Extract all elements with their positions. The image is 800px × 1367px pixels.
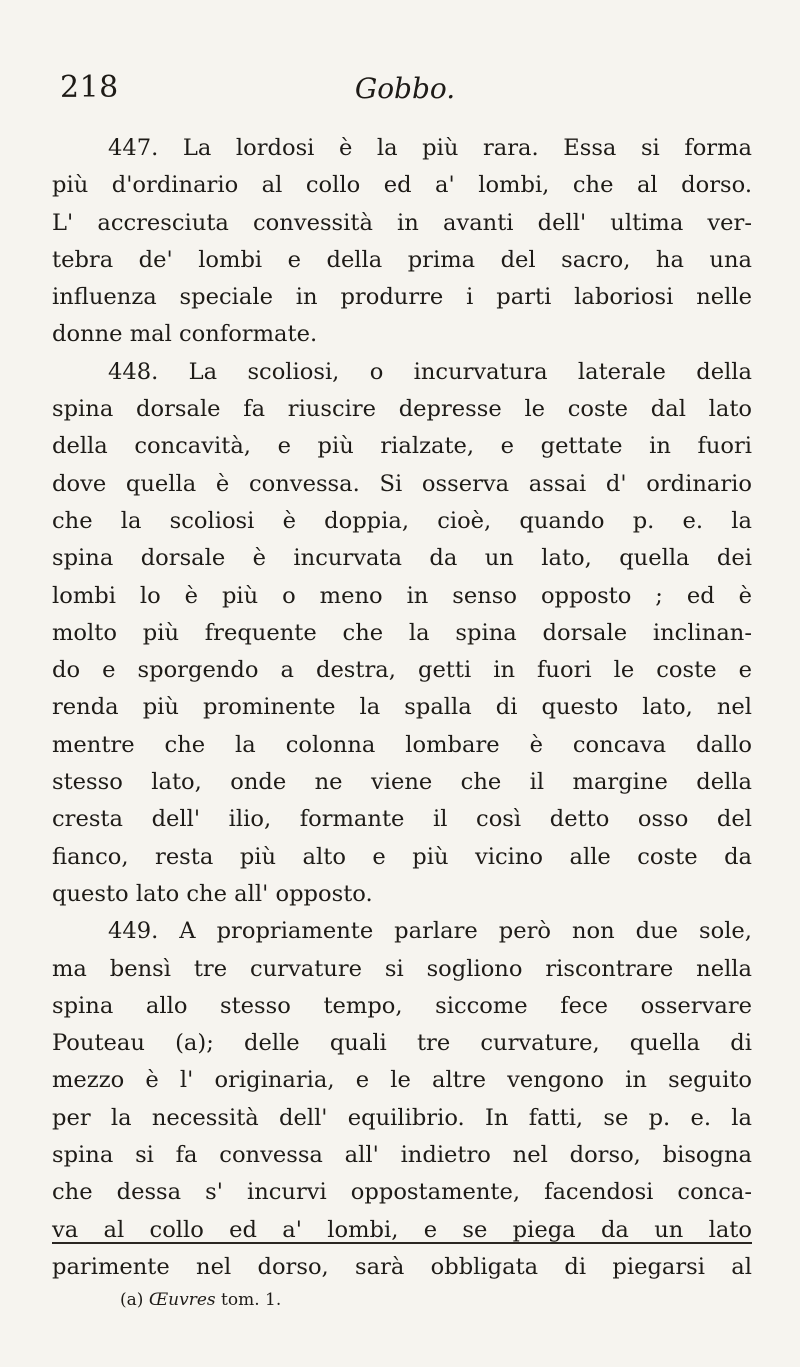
footnote-marker: (a) <box>120 1290 144 1310</box>
running-title: Gobbo. <box>354 72 456 105</box>
footnote-work-title: Œuvres <box>148 1290 216 1310</box>
text-line: spina allo stesso tempo, siccome fece osservare <box>52 992 752 1019</box>
footnote-reference: tom. 1. <box>221 1290 282 1310</box>
text-line: spina dorsale è incurvata da un lato, quella dei <box>52 545 752 572</box>
footnote <box>120 1290 281 1310</box>
text-line: influenza speciale in produrre i parti laboriosi nelle <box>52 284 752 311</box>
text-line: 449. A propriamente parlare però non due sole, <box>108 918 752 945</box>
text-line: L' accresciuta convessità in avanti dell' ultima ver- <box>52 209 752 236</box>
body-text <box>52 130 752 1286</box>
text-line: che la scoliosi è doppia, cioè, quando p. e. la <box>52 507 752 534</box>
text-line: va al collo ed a' lombi, e se piega da un lato <box>52 1216 752 1243</box>
text-line: tebra de' lombi e della prima del sacro, ha una <box>52 246 752 273</box>
text-line: della concavità, e più rialzate, e gettate in fuori <box>52 433 752 460</box>
text-line: spina si fa convessa all' indietro nel dorso, bisogna <box>52 1142 752 1169</box>
text-line: mentre che la colonna lombare è concava dallo <box>52 731 752 758</box>
text-line: cresta dell' ilio, formante il così detto osso del <box>52 806 752 833</box>
footnote-rule <box>52 1242 752 1244</box>
text-line: renda più prominente la spalla di questo lato, nel <box>52 694 752 721</box>
text-line: più d'ordinario al collo ed a' lombi, che al dorso. <box>52 172 752 199</box>
text-line: 448. La scoliosi, o incurvatura laterale della <box>108 358 752 385</box>
text-line: lombi lo è più o meno in senso opposto ; ed è <box>52 582 752 609</box>
text-line: mezzo è l' originaria, e le altre vengono in seguito <box>52 1067 752 1094</box>
text-line: dove quella è convessa. Si osserva assai d' ordinario <box>52 470 752 497</box>
text-line: fianco, resta più alto e più vicino alle coste da <box>52 843 752 870</box>
text-line: che dessa s' incurvi oppostamente, facendosi conca- <box>52 1179 752 1206</box>
text-line: stesso lato, onde ne viene che il margine della <box>52 769 752 796</box>
text-line: do e sporgendo a destra, getti in fuori le coste e <box>52 657 752 684</box>
text-line: per la necessità dell' equilibrio. In fatti, se p. e. la <box>52 1104 752 1131</box>
text-line: parimente nel dorso, sarà obbligata di piegarsi al <box>52 1253 752 1280</box>
text-line: questo lato che all' opposto. <box>52 880 373 907</box>
page-header <box>60 70 750 120</box>
text-line: molto più frequente che la spina dorsale inclinan- <box>52 619 752 646</box>
text-line: donne mal conformate. <box>52 321 318 348</box>
page-number: 218 <box>60 70 119 105</box>
text-line: ma bensì tre curvature si sogliono riscontrare nella <box>52 955 752 982</box>
text-line: Pouteau (a); delle quali tre curvature, quella di <box>52 1030 752 1057</box>
text-line: spina dorsale fa riuscire depresse le coste dal lato <box>52 396 752 423</box>
text-line: 447. La lordosi è la più rara. Essa si forma <box>108 135 752 161</box>
